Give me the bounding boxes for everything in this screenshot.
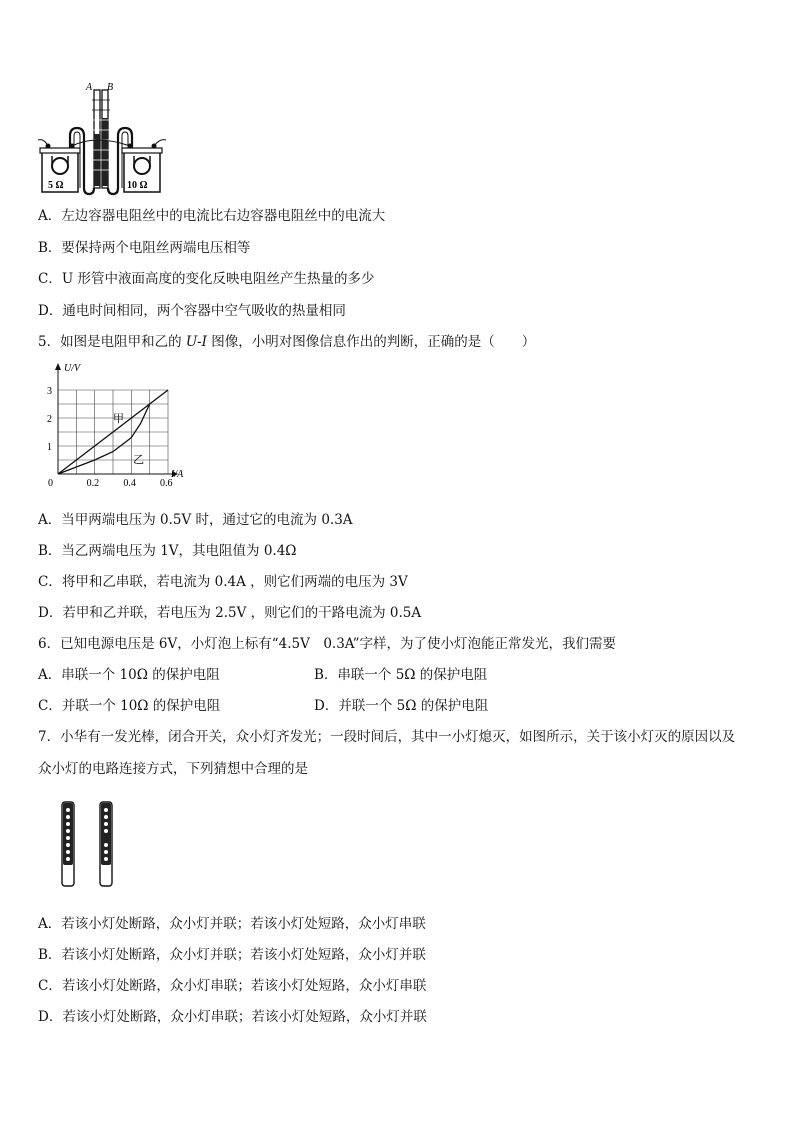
q7-stem-line2: 众小灯的电路连接方式，下列猜想中合理的是 <box>38 761 308 777</box>
y-tick-label: 3 <box>47 386 52 397</box>
series-label-jia: 甲 <box>112 413 124 426</box>
q6-option-d: D．并联一个 5Ω 的保护电阻 <box>314 698 489 714</box>
q7-option-c: C．若该小灯处断路，众小灯串联；若该小灯处短路，众小灯串联 <box>38 978 427 994</box>
q7-stem-line1: 7．小华有一发光棒，闭合开关，众小灯齐发光；一段时间后，其中一小灯熄灭，如图所示，关于该小灯灭的原因以及 <box>38 729 736 745</box>
q4-option-c: C．U 形管中液面高度的变化反映电阻丝产生热量的多少 <box>38 271 375 287</box>
u-tube-apparatus-figure <box>36 78 166 196</box>
q4-option-b: B．要保持两个电阻丝两端电压相等 <box>38 240 251 256</box>
x-tick-label: 0.4 <box>123 478 136 489</box>
q6-option-a: A．串联一个 10Ω 的保护电阻 <box>38 667 220 683</box>
q6-stem: 6．已知电源电压是 6V，小灯泡上标有“4.5V 0.3A”字样，为了使小灯泡能正常发光，我们需要 <box>38 636 616 652</box>
q5-stem-italic: U-I <box>185 334 207 350</box>
y-tick-label: 2 <box>47 414 52 425</box>
q5-option-c: C．将甲和乙串联，若电流为 0.4A ，则它们两端的电压为 3V <box>38 574 408 590</box>
q6-option-c: C．并联一个 10Ω 的保护电阻 <box>38 698 221 714</box>
series-label-yi: 乙 <box>133 453 145 466</box>
label-b: B <box>107 82 114 93</box>
origin-label: 0 <box>48 478 53 489</box>
x-axis-label: I/A <box>171 469 184 480</box>
q6-option-b: B．串联一个 5Ω 的保护电阻 <box>314 667 488 683</box>
q5-stem-after: 图像，小明对图像信息作出的判断，正确的是（ ） <box>206 334 536 350</box>
q5-stem <box>38 333 535 351</box>
y-axis-label: U/V <box>64 363 81 374</box>
y-tick-label: 1 <box>47 442 52 453</box>
q7-option-d: D．若该小灯处断路，众小灯串联；若该小灯处短路，众小灯并联 <box>38 1009 427 1025</box>
ui-chart <box>40 360 200 492</box>
q5-option-d: D．若甲和乙并联，若电压为 2.5V ，则它们的干路电流为 0.5A <box>38 605 422 621</box>
q7-option-a: A．若该小灯处断路，众小灯并联；若该小灯处短路，众小灯串联 <box>38 916 426 932</box>
light-stick-left <box>62 802 74 886</box>
q5-stem-before: 5．如图是电阻甲和乙的 <box>38 334 186 350</box>
q5-option-b: B．当乙两端电压为 1V，其电阻值为 0.4Ω <box>38 543 297 559</box>
x-tick-label: 0.2 <box>86 478 100 489</box>
q7-option-b: B．若该小灯处断路，众小灯并联；若该小灯处短路，众小灯并联 <box>38 947 426 963</box>
light-stick-right <box>100 802 112 886</box>
q5-option-a: A．当甲两端电压为 0.5V 时，通过它的电流为 0.3A <box>38 512 353 528</box>
light-stick-figure <box>58 800 122 890</box>
right-resistor-label: 10 Ω <box>127 180 148 191</box>
q4-option-a: A．左边容器电阻丝中的电流比右边容器电阻丝中的电流大 <box>38 208 386 224</box>
x-tick-label: 0.6 <box>159 478 173 489</box>
y-axis-arrow <box>55 363 61 370</box>
left-resistor-label: 5 Ω <box>48 180 64 191</box>
label-a: A <box>86 82 93 93</box>
q4-option-d: D．通电时间相同，两个容器中空气吸收的热量相同 <box>38 303 346 319</box>
